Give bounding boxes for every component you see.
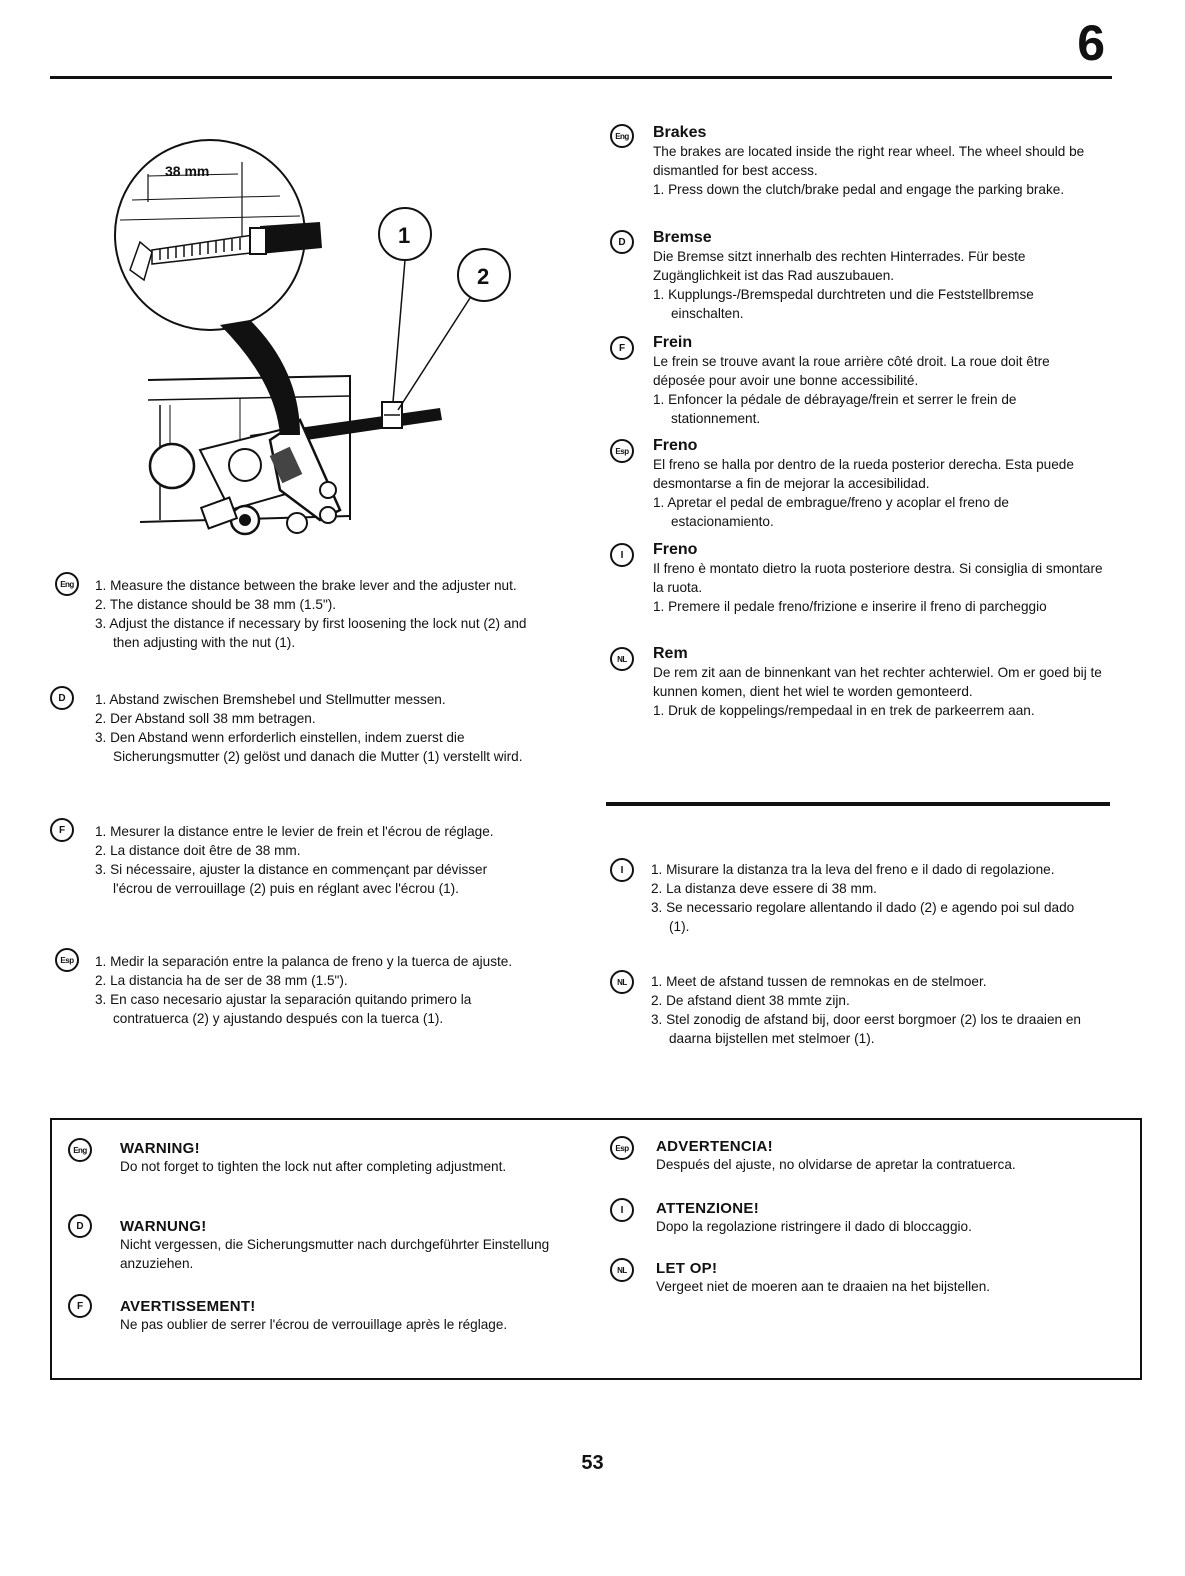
step-item: 2. La distanza deve essere di 38 mm. — [651, 881, 877, 896]
step-item: 3. Stel zonodig de afstand bij, door eerst borgmoer (2) los te draaien en daarna bijstellen met stelmoer (1). — [651, 1012, 1081, 1046]
steps-eng — [95, 576, 535, 652]
step-item: 1. Meet de afstand tussen de remnokas en de stelmoer. — [651, 974, 987, 989]
step-item: 3. Si nécessaire, ajuster la distance en commençant par dévisser l'écrou de verrouillage (2) puis en réglant avec l'écrou (1). — [95, 862, 488, 896]
lang-badge-eng: Eng — [610, 124, 634, 148]
section-text: Il freno è montato dietro la ruota posteriore destra. Si consiglia di smontare la ruota. — [653, 561, 1103, 595]
lang-badge-d: D — [610, 230, 634, 254]
steps-i — [651, 860, 1091, 936]
lang-badge-eng: Eng — [68, 1138, 92, 1162]
lang-badge-esp: Esp — [610, 439, 634, 463]
step-item: 1. Enfoncer la pédale de débrayage/frein et serrer le frein de stationnement. — [653, 392, 1017, 426]
section-title: Rem — [653, 645, 688, 662]
warning-nl — [656, 1260, 1126, 1296]
step-item: 2. La distance doit être de 38 mm. — [95, 843, 301, 858]
lang-badge-nl: NL — [610, 1258, 634, 1282]
section-text: El freno se halla por dentro de la rueda posterior derecha. Esta puede desmontarse a fin de mejorar la accesibilidad. — [653, 457, 1074, 491]
step-item: 3. Se necessario regolare allentando il dado (2) e agendo poi sul dado (1). — [651, 900, 1075, 934]
step-item: 1. Measure the distance between the brake lever and the adjuster nut. — [95, 578, 517, 593]
section-title: Freno — [653, 437, 698, 454]
steps-d — [95, 690, 535, 766]
lang-badge-esp: Esp — [55, 948, 79, 972]
lang-badge-nl: NL — [610, 970, 634, 994]
step-item: 2. De afstand dient 38 mmte zijn. — [651, 993, 850, 1008]
warning-text: Vergeet niet de moeren aan te draaien na het bijstellen. — [656, 1279, 991, 1294]
lang-badge-d: D — [50, 686, 74, 710]
steps-nl — [651, 972, 1091, 1048]
callout-1-label: 1 — [398, 223, 411, 248]
warning-text: Dopo la regolazione ristringere il dado di bloccaggio. — [656, 1219, 972, 1234]
brake-adjustment-figure — [100, 130, 520, 540]
section-title: Brakes — [653, 124, 707, 141]
section-eng — [653, 124, 1093, 199]
lang-badge-eng: Eng — [55, 572, 79, 596]
warning-title: ADVERTENCIA! — [656, 1138, 773, 1155]
section-text: The brakes are located inside the right rear wheel. The wheel should be dismantled for best access. — [653, 144, 1085, 178]
section-text: Le frein se trouve avant la roue arrière côté droit. La roue doit être déposée pour avoir une bonne accessibilité. — [653, 354, 1050, 388]
step-item: 1. Misurare la distanza tra la leva del freno e il dado di regolazione. — [651, 862, 1055, 877]
section-i — [653, 541, 1103, 616]
warning-eng — [120, 1140, 520, 1176]
lang-badge-i: I — [610, 858, 634, 882]
header-rule — [50, 76, 1112, 79]
warning-title: ATTENZIONE! — [656, 1200, 760, 1217]
page-number: 53 — [581, 1452, 604, 1474]
step-item: 2. Der Abstand soll 38 mm betragen. — [95, 711, 316, 726]
section-esp — [653, 437, 1103, 531]
lang-badge-f: F — [50, 818, 74, 842]
callout-2 — [398, 249, 510, 410]
step-item: 1. Press down the clutch/brake pedal and engage the parking brake. — [653, 182, 1065, 197]
lang-badge-i: I — [610, 543, 634, 567]
steps-f — [95, 822, 515, 898]
callout-2-label: 2 — [477, 264, 490, 289]
warning-esp — [656, 1138, 1126, 1174]
section-nl — [653, 645, 1103, 720]
steps-esp — [95, 952, 545, 1028]
warning-text: Nicht vergessen, die Sicherungsmutter nach durchgeführter Einstellung anzuziehen. — [120, 1237, 550, 1271]
step-item: 3. Den Abstand wenn erforderlich einstellen, indem zuerst die Sicherungsmutter (2) gelöst und danach die Mutter (1) verstellt wird. — [95, 730, 523, 764]
step-item: 1. Kupplungs-/Bremspedal durchtreten und die Feststellbremse einschalten. — [653, 287, 1034, 321]
step-item: 2. The distance should be 38 mm (1.5"). — [95, 597, 337, 612]
step-item: 3. Adjust the distance if necessary by first loosening the lock nut (2) and then adjusting with the nut (1). — [95, 616, 527, 650]
detail-magnifier — [115, 140, 322, 435]
lang-badge-d: D — [68, 1214, 92, 1238]
section-f — [653, 334, 1093, 428]
section-divider — [606, 802, 1110, 806]
lang-badge-esp: Esp — [610, 1136, 634, 1160]
warning-text: Ne pas oublier de serrer l'écrou de verrouillage après le réglage. — [120, 1317, 508, 1332]
step-item: 1. Abstand zwischen Bremshebel und Stellmutter messen. — [95, 692, 446, 707]
warning-title: WARNING! — [120, 1140, 200, 1157]
step-item: 1. Apretar el pedal de embrague/freno y acoplar el freno de estacionamiento. — [653, 495, 1009, 529]
section-title: Frein — [653, 334, 693, 351]
step-item: 1. Premere il pedale freno/frizione e inserire il freno di parcheggio — [653, 599, 1047, 614]
measurement-label: 38 mm — [165, 163, 210, 179]
step-item: 1. Medir la separación entre la palanca de freno y la tuerca de ajuste. — [95, 954, 513, 969]
step-item: 1. Druk de koppelings/rempedaal in en trek de parkeerrem aan. — [653, 703, 1035, 718]
warning-title: LET OP! — [656, 1260, 718, 1277]
warning-i — [656, 1200, 1126, 1236]
lang-badge-f: F — [68, 1294, 92, 1318]
section-text: De rem zit aan de binnenkant van het rechter achterwiel. Om er goed bij te kunnen komen, dient het wiel te worden gemonteerd. — [653, 665, 1102, 699]
section-d — [653, 229, 1103, 323]
step-item: 2. La distancia ha de ser de 38 mm (1.5"). — [95, 973, 348, 988]
chapter-number: 6 — [1077, 15, 1105, 71]
step-item: 3. En caso necesario ajustar la separación quitando primero la contratuerca (2) y ajustando después con la tuerca (1). — [95, 992, 472, 1026]
section-title: Freno — [653, 541, 698, 558]
section-title: Bremse — [653, 229, 712, 246]
callout-1 — [379, 208, 431, 402]
warning-f — [120, 1298, 530, 1334]
warning-text: Después del ajuste, no olvidarse de apretar la contratuerca. — [656, 1157, 1016, 1172]
lang-badge-f: F — [610, 336, 634, 360]
warning-text: Do not forget to tighten the lock nut after completing adjustment. — [120, 1159, 507, 1174]
section-text: Die Bremse sitzt innerhalb des rechten Hinterrades. Für beste Zugänglichkeit ist das Rad auszubauen. — [653, 249, 1026, 283]
warning-title: AVERTISSEMENT! — [120, 1298, 256, 1315]
step-item: 1. Mesurer la distance entre le levier de frein et l'écrou de réglage. — [95, 824, 494, 839]
lang-badge-i: I — [610, 1198, 634, 1222]
lang-badge-nl: NL — [610, 647, 634, 671]
warning-title: WARNUNG! — [120, 1218, 207, 1235]
warning-d — [120, 1218, 560, 1273]
